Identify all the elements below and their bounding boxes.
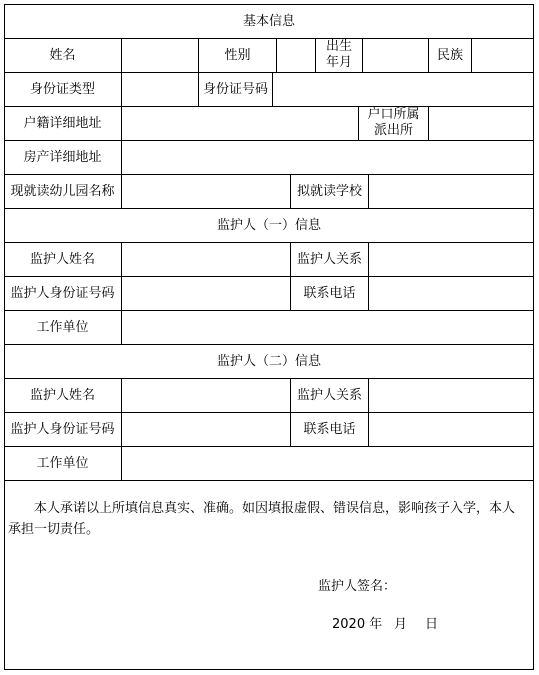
signature-date-day: 日 — [425, 617, 439, 632]
ethnicity-label: 民族 — [436, 47, 463, 63]
section-title-basic: 基本信息 — [242, 13, 295, 29]
guardian2-relation-label: 监护人关系 — [296, 387, 362, 403]
guardian2-relation-field[interactable] — [369, 379, 533, 412]
guardian-signature-field[interactable] — [400, 570, 525, 596]
current-kindergarten-label: 现就读幼儿园名称 — [10, 183, 115, 199]
guardian2-id-field[interactable] — [122, 413, 290, 446]
guardian1-name-field[interactable] — [122, 243, 290, 276]
guardian1-workplace-label: 工作单位 — [36, 319, 89, 335]
id-number-label: 身份证号码 — [202, 81, 268, 97]
id-type-field[interactable] — [122, 73, 198, 106]
birth-date-label-line1: 出生 — [325, 39, 352, 54]
birth-date-label-line2: 年月 — [325, 55, 352, 70]
guardian1-id-label: 监护人身份证号码 — [10, 285, 115, 301]
signature-date-month: 月 — [394, 617, 408, 632]
guardian1-phone-field[interactable] — [369, 277, 533, 310]
guardian1-phone-label: 联系电话 — [303, 285, 356, 301]
section-title-guardian1: 监护人（一）信息 — [216, 217, 321, 233]
row-divider — [4, 480, 534, 481]
guardian2-name-label: 监护人姓名 — [29, 387, 95, 403]
guardian1-id-field[interactable] — [122, 277, 290, 310]
guardian1-name-label: 监护人姓名 — [29, 251, 95, 267]
guardian2-id-label: 监护人身份证号码 — [10, 421, 115, 437]
guardian2-workplace-label: 工作单位 — [36, 455, 89, 471]
ethnicity-field[interactable] — [472, 39, 533, 72]
hukou-address-label: 户籍详细地址 — [23, 115, 102, 131]
name-field[interactable] — [122, 39, 198, 72]
property-address-field[interactable] — [122, 141, 533, 174]
section-title-guardian2: 监护人（二）信息 — [216, 353, 321, 369]
intended-school-field[interactable] — [369, 175, 533, 208]
intended-school-label: 拟就读学校 — [296, 183, 362, 199]
signature-date-year: 2020 年 — [332, 617, 383, 632]
commitment-statement: 本人承诺以上所填信息真实、准确。如因填报虚假、错误信息，影响孩子入学，本人承担一切责任。 — [8, 501, 516, 537]
guardian2-phone-label: 联系电话 — [303, 421, 356, 437]
guardian1-workplace-field[interactable] — [122, 311, 533, 344]
guardian2-workplace-field[interactable] — [122, 447, 533, 480]
gender-field[interactable] — [277, 39, 315, 72]
guardian1-relation-label: 监护人关系 — [296, 251, 362, 267]
gender-label: 性别 — [224, 47, 251, 63]
police-station-label-line1: 户口所属 — [367, 107, 420, 122]
birth-date-field[interactable] — [363, 39, 428, 72]
police-station-label-line2: 派出所 — [373, 123, 413, 138]
id-type-label: 身份证类型 — [29, 81, 95, 97]
guardian1-relation-field[interactable] — [369, 243, 533, 276]
guardian2-name-field[interactable] — [122, 379, 290, 412]
police-station-label — [359, 106, 428, 140]
hukou-address-field[interactable] — [122, 107, 358, 140]
name-label: 姓名 — [49, 47, 76, 63]
police-station-field[interactable] — [429, 107, 533, 140]
id-number-field[interactable] — [273, 73, 533, 106]
current-kindergarten-field[interactable] — [122, 175, 290, 208]
guardian2-phone-field[interactable] — [369, 413, 533, 446]
birth-date-label — [316, 38, 362, 72]
guardian-signature-label: 监护人签名： — [318, 579, 397, 594]
property-address-label: 房产详细地址 — [23, 149, 102, 165]
